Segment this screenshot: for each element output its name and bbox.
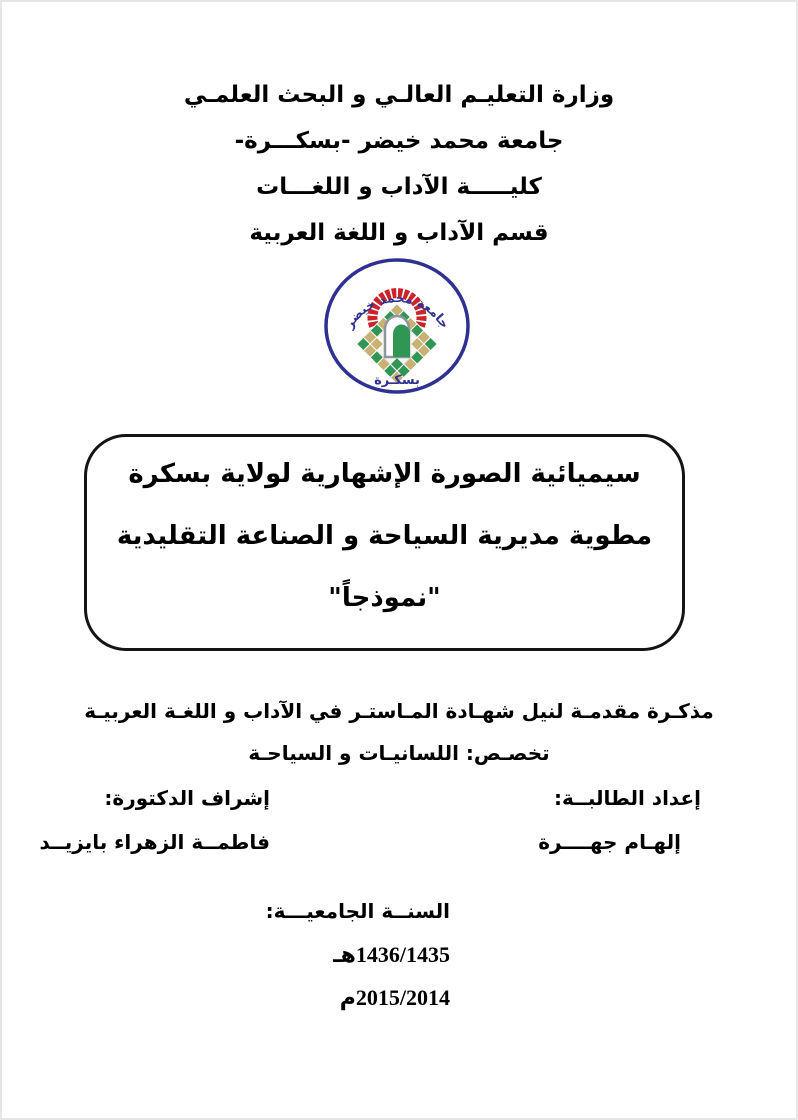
academic-year-hijri: 1436/1435هـ [333,942,450,967]
thesis-title-box [84,434,685,651]
supervisor-name: فاطمــة الزهراء بايزيــد [39,830,270,854]
student-label: إعداد الطالبــة: [554,786,701,810]
institution-header [2,72,796,256]
university-logo [322,258,472,400]
ministry-line: وزارة التعليـم العالـي و البحث العلمـي [183,82,615,108]
logo-bottom-text: بسكـرة [374,373,420,388]
supervisor-column [40,776,270,864]
degree-statement-block [2,690,796,774]
thesis-title-line2: مطوية مديرية السياحة و الصناعة التقليدية "نموذجاً" [116,520,653,613]
supervisor-label: إشراف الدكتورة: [104,786,270,810]
student-column [538,776,701,864]
university-line: جامعة محمد خيضر -بسكـــرة- [234,128,564,154]
faculty-line: كليـــــة الآداب و اللغـــات [256,174,542,200]
specialization-line: تخصـص: اللسانيـات و السياحـة [248,741,550,765]
academic-year-gregorian: 2015/2014م [339,985,450,1010]
student-name: إلهـام جهــــرة [538,830,681,854]
university-logo-icon [322,258,472,400]
degree-statement: مذكـرة مقدمـة لنيل شهـادة المـاستـر في الآداب و اللغـة العربيـة [84,699,714,723]
department-line: قسم الآداب و اللغة العربية [249,220,549,246]
thesis-title-line1: سيميائية الصورة الإشهارية لولاية بسكرة [128,458,641,489]
academic-year-block [266,890,450,1019]
logo-top-text: جامعة محمد خيضر [341,289,453,331]
academic-year-label: السنــة الجامعيـــة: [265,899,450,923]
